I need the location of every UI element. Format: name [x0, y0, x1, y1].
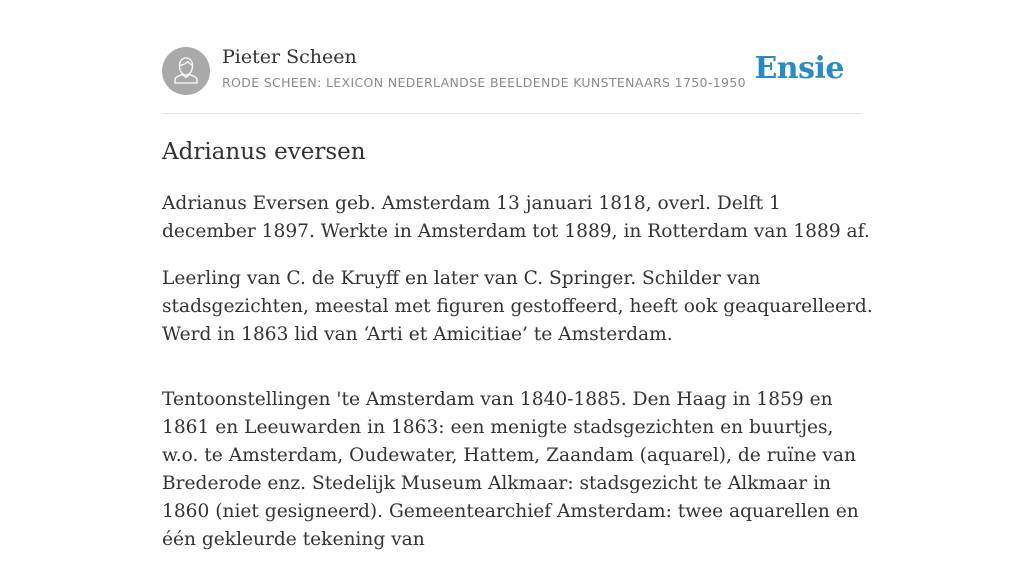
user-icon — [162, 47, 210, 95]
ensie-logo[interactable]: Ensie — [754, 51, 844, 86]
article-container — [162, 0, 873, 550]
author-avatar[interactable] — [162, 47, 210, 95]
paragraph-exhibitions: Tentoonstellingen 'te Amsterdam van 1840-1885. Den Haag in 1859 en 1861 en Leeuwarden in 1863: een menigte stadsgezichten en buurtjes, w.o. te Amsterdam, Oudewater, Hattem, Zaandam (aquarel), de ruïne van Brederode enz. Stedelijk Museum Alkmaar: stadsgezicht te Alkmaar in 1860 (niet gesigneerd). Gemeentearchief Amsterdam: twee aquarellen en één gekleurde tekening van — [162, 389, 859, 550]
author-header — [162, 0, 862, 114]
paragraph-biography: Adrianus Eversen geb. Amsterdam 13 januari 1818, overl. Delft 1 december 1897. Werkte in Amsterdam tot 1889, in Rotterdam van 1889 af. — [162, 193, 870, 242]
author-name[interactable]: Pieter Scheen — [222, 46, 357, 68]
article-title: Adrianus eversen — [162, 139, 366, 165]
paragraph-training: Leerling van C. de Kruyff en later van C. Springer. Schilder van stadsgezichten, meestal met figuren gestoffeerd, heeft ook geaquarelleerd. Werd in 1863 lid van ‘Arti et Amicitiae’ te Amsterdam. — [162, 268, 873, 345]
article-body — [162, 190, 874, 573]
source-title: RODE SCHEEN: LEXICON NEDERLANDSE BEELDENDE KUNSTENAARS 1750-1950 — [222, 75, 746, 90]
